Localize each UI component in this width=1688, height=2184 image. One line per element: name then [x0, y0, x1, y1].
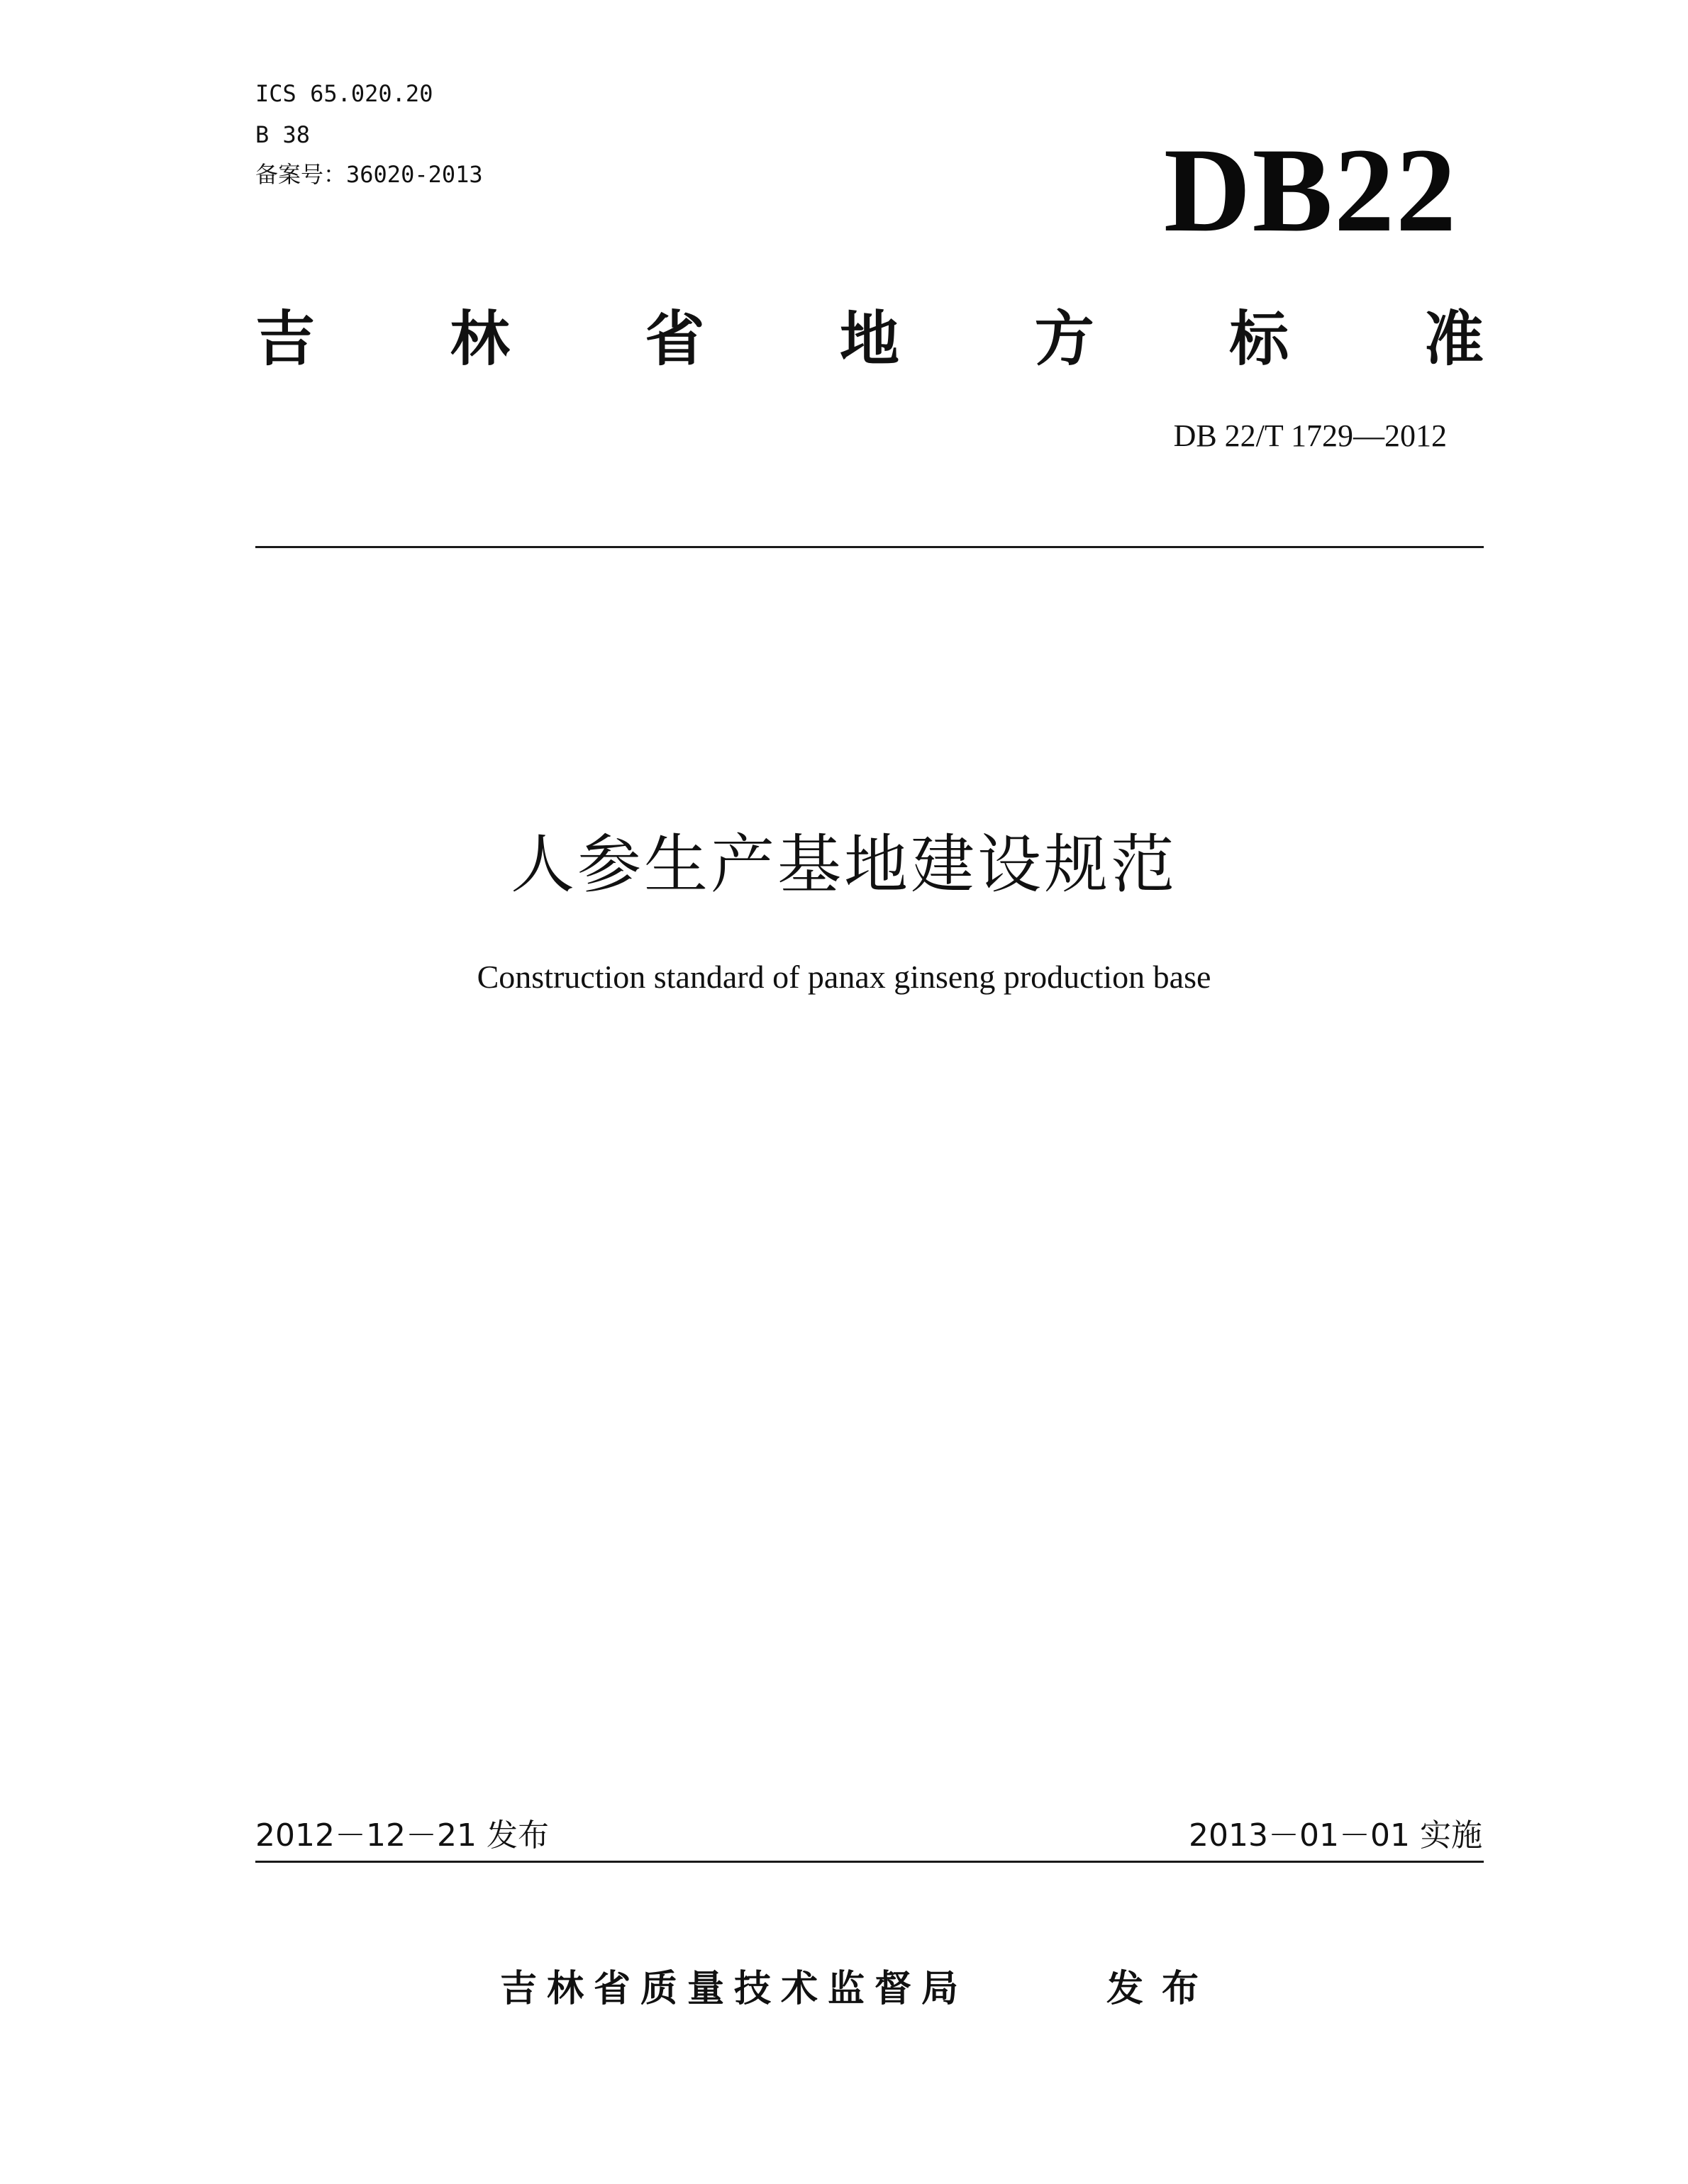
standard-type-char: 地 — [839, 304, 899, 374]
standard-type-heading — [255, 303, 1484, 374]
header-divider — [255, 546, 1484, 548]
standard-type-char: 方 — [1034, 304, 1094, 374]
standard-type-char: 吉 — [255, 304, 316, 374]
record-number: 备案号：36020-2013 — [255, 161, 483, 188]
dates-divider — [255, 1861, 1484, 1863]
document-title-english: Construction standard of panax ginseng production base — [477, 959, 1211, 995]
standard-type-char: 准 — [1423, 304, 1484, 374]
standard-type-char: 标 — [1229, 304, 1289, 374]
standard-type-char: 林 — [450, 304, 510, 374]
standard-type-char: 省 — [645, 304, 705, 374]
ics-code: ICS 65.020.20 — [255, 80, 433, 107]
implementation-date: 2013－01－01 实施 — [1189, 1817, 1482, 1854]
standard-code-logo: DB22 — [1163, 123, 1457, 257]
ccs-code: B 38 — [255, 121, 311, 148]
document-title-chinese: 人参生产基地建设规范 — [511, 828, 1177, 902]
publish-action: 发布 — [1106, 1968, 1218, 2010]
publisher-name: 吉林省质量技术监督局 — [500, 1968, 969, 2010]
standard-number: DB 22/T 1729—2012 — [1173, 418, 1447, 453]
issue-date: 2012－12－21 发布 — [255, 1817, 549, 1854]
